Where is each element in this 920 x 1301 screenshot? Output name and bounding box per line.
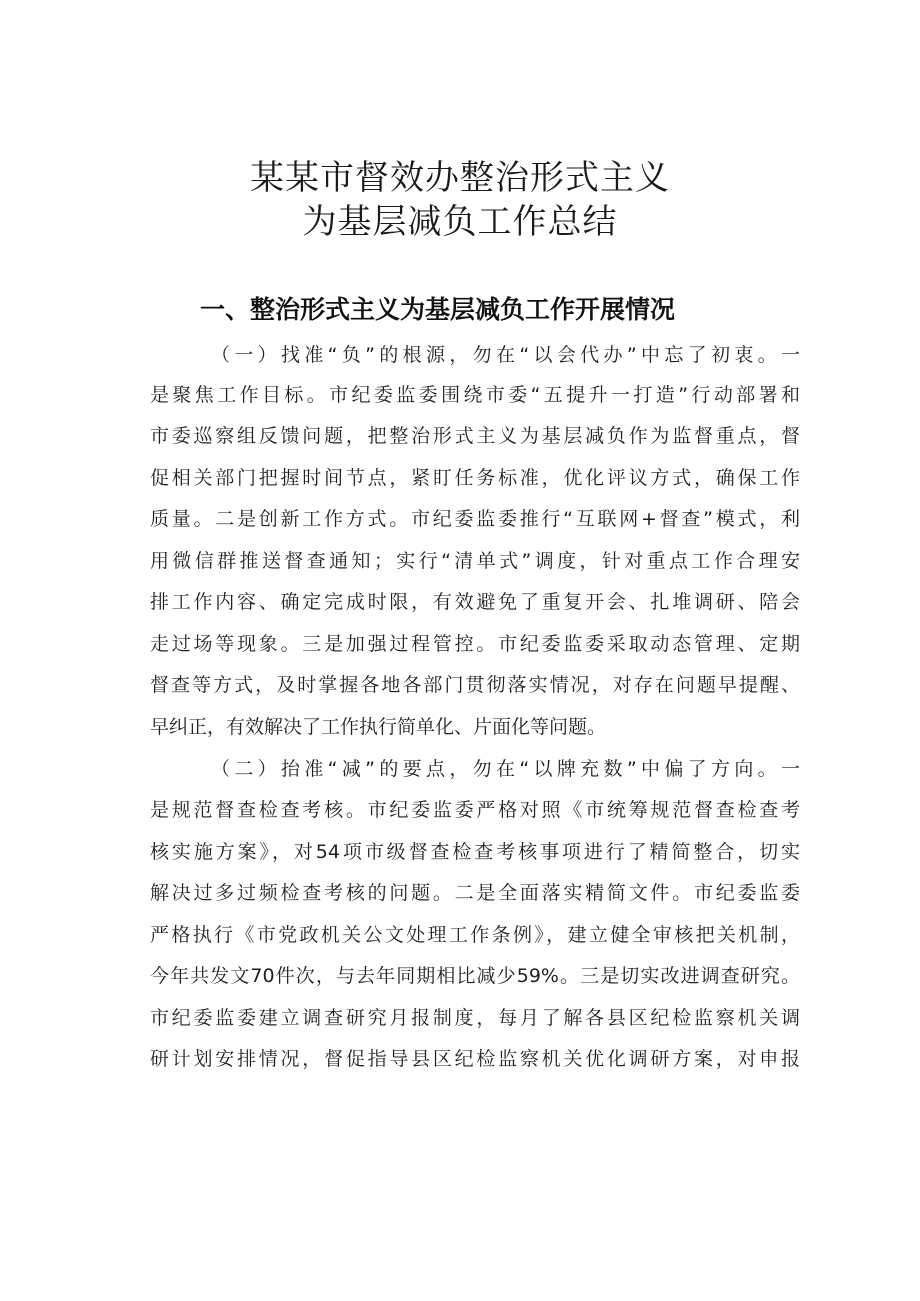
paragraph-1-line: 排工作内容、确定完成时限，有效避免了重复开会、扎堆调研、陪会 [150, 591, 800, 613]
document-title-line-2: 为基层减负工作总结 [302, 202, 618, 242]
paragraph-1-line: 质量。二是创新工作方式。市纪委监委推行“互联网+督查”模式，利 [150, 508, 800, 530]
paragraph-2-line: 是规范督查检查考核。市纪委监委严格对照《市统筹规范督查检查考 [150, 799, 800, 821]
section-heading: 一、整治形式主义为基层减负工作开展情况 [200, 295, 676, 324]
paragraph-1-line: 督查等方式，及时掌握各地各部门贯彻落实情况，对存在问题早提醒、 [150, 674, 800, 696]
paragraph-2-line: 市纪委监委建立调查研究月报制度，每月了解各县区纪检监察机关调 [150, 1007, 800, 1029]
document-title-line-1: 某某市督效办整治形式主义 [250, 158, 670, 198]
paragraph-1-line: 促相关部门把握时间节点，紧盯任务标准，优化评议方式，确保工作 [150, 467, 800, 489]
paragraph-2-line: 严格执行《市党政机关公文处理工作条例》，建立健全审核把关机制， [150, 924, 800, 946]
paragraph-1-line: 用微信群推送督查通知；实行“清单式”调度，针对重点工作合理安 [150, 550, 800, 572]
paragraph-1-line: 是聚焦工作目标。市纪委监委围绕市委“五提升一打造”行动部署和 [150, 384, 800, 406]
paragraph-2-line: 解决过多过频检查考核的问题。二是全面落实精简文件。市纪委监委 [150, 882, 800, 904]
paragraph-1-line: 走过场等现象。三是加强过程管控。市纪委监委采取动态管理、定期 [150, 633, 800, 655]
paragraph-2-line: （二）抬准“减”的要点，勿在“以牌充数”中偏了方向。一 [211, 758, 800, 780]
paragraph-1-line: 市委巡察组反馈问题，把整治形式主义为基层减负作为监督重点，督 [150, 425, 800, 447]
paragraph-1-line: 早纠正，有效解决了工作执行简单化、片面化等问题。 [150, 716, 607, 738]
paragraph-1-line: （一）找准“负”的根源，勿在“以会代办”中忘了初衷。一 [211, 344, 800, 366]
paragraph-2-line: 研计划安排情况，督促指导县区纪检监察机关优化调研方案，对申报 [150, 1048, 800, 1070]
paragraph-2-line: 核实施方案》，对54项市级督查检查考核事项进行了精简整合，切实 [150, 841, 800, 863]
paragraph-2-line: 今年共发文70件次，与去年同期相比减少59%。三是切实改进调查研究。 [150, 965, 800, 987]
